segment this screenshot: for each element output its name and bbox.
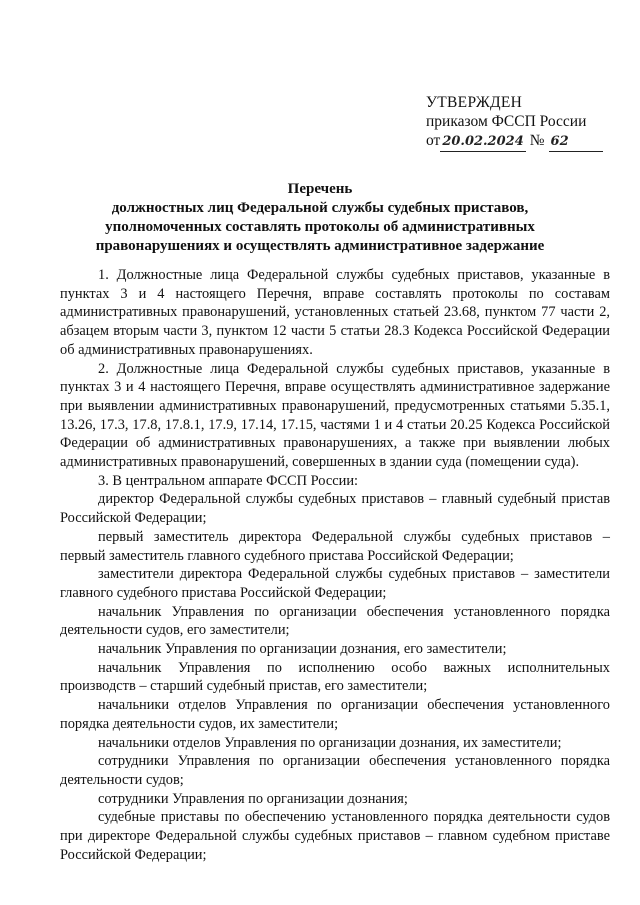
list-item: судебные приставы по обеспечению установленного порядка деятельности судов при директоре Федеральной службы судебных приставов – главном судебном приставе Российской Федерации;	[60, 809, 610, 863]
list-item: начальники отделов Управления по организации обеспечения установленного порядка деятельности судов, их заместители;	[60, 697, 610, 732]
title-line-1: Перечень	[287, 181, 353, 197]
list-item: сотрудники Управления по организации дознания;	[98, 790, 408, 807]
paragraph-2: 2. Должностные лица Федеральной службы судебных приставов, указанные в пунктах 3 и 4 настоящего Перечня, вправе осуществлять административное задержание при выявлении административных правонарушений, предусмотренных статьями 5.35.1, 13.26, 17.3, 17.8, 17.8.1, 17.9, 17.14, 17.15, частями 1 и 4 статьи 20.25 Кодекса Российской Федерации об административных правонарушениях, а также при выявлении любых административных правонарушений, совершенных в здании суда (помещении суда).	[60, 360, 610, 471]
list-item: первый заместитель директора Федеральной службы судебных приставов – первый заместитель главного судебного пристава Российской Федерации;	[60, 528, 610, 564]
handwritten-order-number: 62	[549, 132, 603, 152]
approval-date-number-line	[426, 131, 616, 152]
document-body	[60, 266, 610, 865]
approval-order-label: приказом ФССП России	[426, 113, 587, 130]
list-item: заместители директора Федеральной службы судебных приставов – заместители главного судебного пристава Российской Федерации;	[60, 566, 610, 601]
document-title	[50, 180, 590, 256]
list-item: начальники отделов Управления по организации дознания, их заместители;	[98, 734, 562, 751]
approval-block	[426, 93, 616, 152]
paragraph-3: 3. В центральном аппарате ФССП России:	[98, 472, 359, 489]
title-line-4: правонарушениях и осуществлять административное задержание	[95, 238, 545, 254]
paragraph-1: 1. Должностные лица Федеральной службы судебных приставов, указанные в пунктах 3 и 4 настоящего Перечня, вправе составлять протоколы по составам административных правонарушений, установленных статьей 23.68, пунктом 77 части 2, абзацем вторым части 3, пунктом 12 части 5 статьи 28.3 Кодекса Российской Федерации об административных правонарушениях.	[60, 267, 610, 358]
title-line-3: уполномоченных составлять протоколы об административных	[105, 219, 535, 235]
list-item: начальник Управления по исполнению особо важных исполнительных производств – старший судебный пристав, его заместители;	[60, 659, 610, 695]
title-line-2: должностных лиц Федеральной службы судебных приставов,	[111, 200, 529, 216]
approval-from-label: от	[426, 132, 441, 149]
handwritten-date: 20.02.2024	[440, 132, 525, 152]
list-item: сотрудники Управления по организации обеспечения установленного порядка деятельности судов;	[60, 753, 610, 788]
approval-heading: УТВЕРЖДЕН	[426, 94, 523, 111]
number-sign: №	[529, 132, 545, 149]
list-item: директор Федеральной службы судебных приставов – главный судебный пристав Российской Федерации;	[60, 491, 610, 527]
list-item: начальник Управления по организации дознания, его заместители;	[98, 641, 507, 658]
list-item: начальник Управления по организации обеспечения установленного порядка деятельности судов, его заместители;	[60, 603, 610, 639]
